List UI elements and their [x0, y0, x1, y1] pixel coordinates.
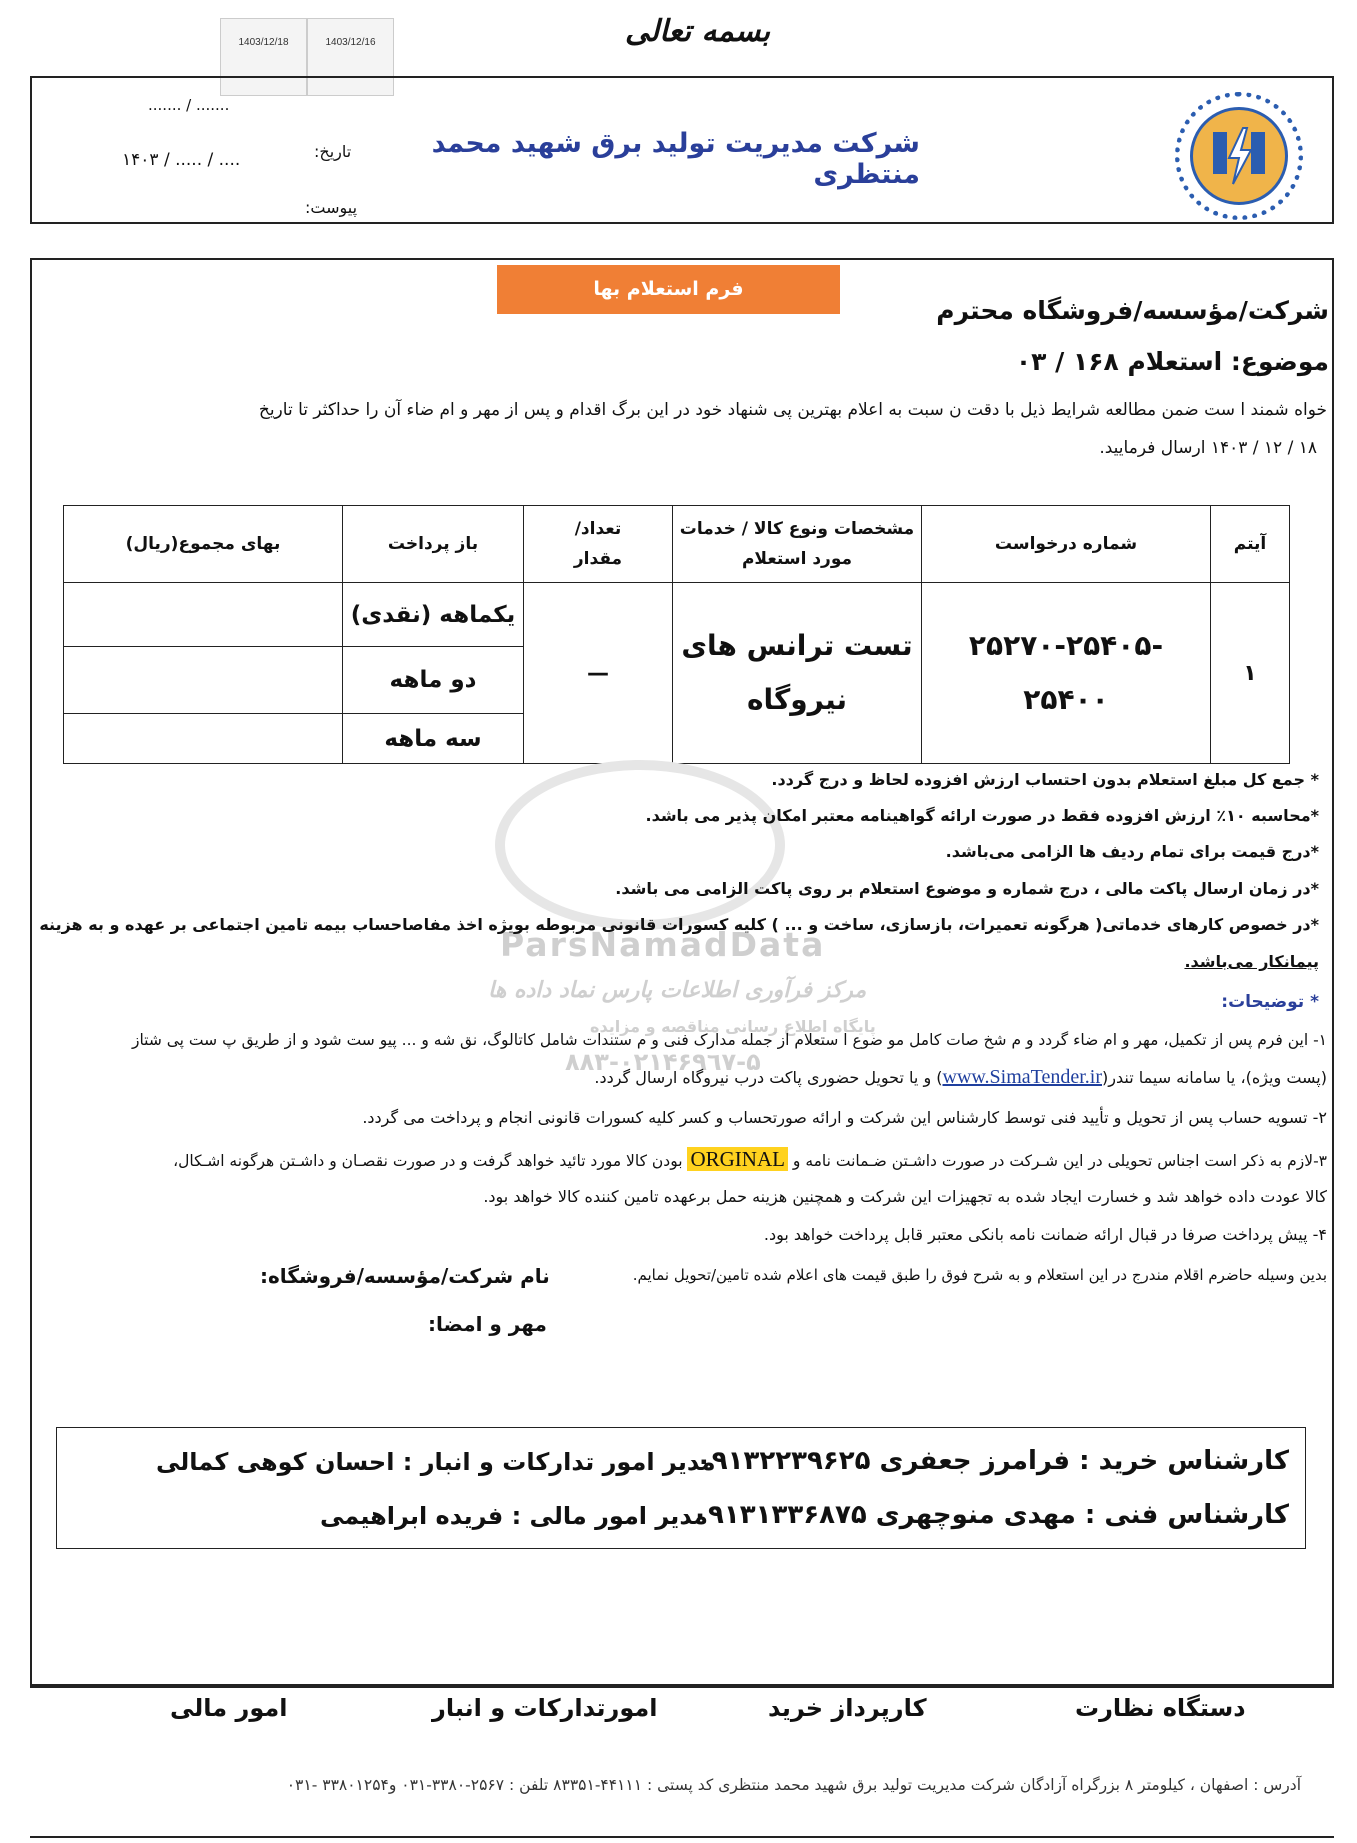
col-qty	[524, 506, 673, 583]
cell-total	[64, 647, 343, 714]
basmala: بسمه تعالی	[625, 14, 771, 49]
declaration-text: بدین وسیله حاضرم اقلام مندرج در این استعلام و به شرح فوق را طبق قیمت های اعلام شده تامین/تحویل نمایم.	[632, 1266, 1327, 1284]
watermark-tagline: مرکز فرآوری اطلاعات پارس نماد داده ها	[488, 978, 867, 1003]
stamp-date: 1403/12/16	[325, 37, 376, 48]
footer-procurement: امورتدارکات و انبار	[432, 1694, 658, 1722]
cell-item: ١	[1211, 583, 1290, 764]
cell-total	[64, 583, 343, 647]
subject: موضوع: استعلام ١۶٨ / ٠٣	[1015, 347, 1329, 376]
col-spec	[673, 506, 922, 583]
buyer-contact: کارشناس خرید : فرامرز جعفری ٠٩١٣٢٢٣٩۶٢۵	[695, 1446, 1289, 1476]
explanations-title: * توضیحات:	[1221, 992, 1319, 1012]
explanation-1-text-a: (پست ویژه)، یا سامانه سیما تندر(	[1102, 1068, 1327, 1087]
page-bottom-border	[30, 1836, 1334, 1838]
watermark-emblem-icon	[495, 760, 785, 930]
date-label: تاریخ:	[314, 142, 352, 161]
company-name-label: نام شرکت/مؤسسه/فروشگاه:	[260, 1264, 550, 1288]
cell-payment: یکماهه (نقدی)	[343, 583, 524, 647]
signature-label: مهر و امضا:	[428, 1312, 547, 1336]
footer-purchasing: کارپرداز خرید	[768, 1694, 927, 1722]
intro-text: خواه شمند ا ست ضمن مطالعه شرایط ذیل با دقت ن سبت به اعلام بهترین پی شنهاد خود در این برگ اقدام و پس از مهر و ام ضاء آن را حداکثر تا تاریخ	[258, 400, 1327, 420]
cell-request-no	[922, 583, 1211, 764]
date-value: ١۴٠٣ / ..... / ....	[122, 150, 241, 170]
col-spec-l1: مشخصات ونوع کالا / خدمات	[679, 519, 915, 539]
procurement-manager: مدیر امور تدارکات و انبار : احسان کوهی کمالی	[156, 1448, 716, 1476]
lightning-icon	[1193, 110, 1285, 202]
footer-finance: امور مالی	[170, 1694, 288, 1722]
watermark-brand: ParsNamadData	[500, 925, 826, 964]
cell-payment: دو ماهه	[343, 647, 524, 714]
items-table	[63, 505, 1290, 764]
explanation-3	[173, 1147, 1327, 1172]
spec-l2: نیروگاه	[746, 683, 848, 716]
original-highlight: ORGINAL	[687, 1147, 788, 1171]
note-line: *درج قیمت برای تمام ردیف ها الزامی می‌باشد.	[945, 842, 1319, 861]
letter-number: ....... / .......	[148, 96, 230, 114]
col-spec-l2: مورد استعلام	[741, 549, 853, 569]
request-no-l1: -٢۵۴٠۵-٢۵٢٧٠	[968, 629, 1164, 662]
cell-total	[64, 714, 343, 764]
spec-l1: تست ترانس های	[681, 629, 913, 662]
col-request-no: شماره درخواست	[922, 506, 1211, 583]
cell-spec	[673, 583, 922, 764]
form-banner: فرم استعلام بها	[497, 265, 840, 314]
col-item: آیتم	[1211, 506, 1290, 583]
explanation-1: ١- این فرم پس از تکمیل، مهر و ام ضاء گردد و م شخ صات کامل مو ضوع ا ستعلام از جمله مدارک فنی و م ستندات شامل کاتالوگ، نق شه و ... پیو ست شود و از طریق پ ست پی شتاز	[131, 1031, 1327, 1049]
explanation-2: ٢- تسویه حساب پس از تحویل و تأیید فنی توسط کارشناس این شرکت و ارائه صورتحساب و کسر کلیه کسورات قانونی انجام و پرداخت می گردد.	[362, 1108, 1327, 1127]
note-line: پیمانکار می‌باشد.	[1184, 952, 1319, 971]
explanation-3-text-b: بودن کالا مورد تائید خواهد گرفت و در صورت نقصـان و داشـتن هرگونه اشـکال،	[173, 1152, 683, 1170]
footer-address: آدرس : اصفهان ، کیلومتر ٨ بزرگراه آزادگان شرکت مدیریت تولید برق شهید محمد منتظری کد پستی : ۴۴١١١-٨٣٣۵١ تلفن : ٢۵۶٧-٣٣٨٠-٠٣١ و٣٣٨٠١٢۵۴ -٠٣١	[286, 1776, 1301, 1794]
explanation-3-text-a: ٣-لازم به ذکر است اجناس تحویلی در این شـرکت در صورت داشـتن ضـمانت نامه و	[792, 1152, 1327, 1170]
company-logo-emblem	[1190, 107, 1288, 205]
note-line: * جمع کل مبلغ استعلام بدون احتساب ارزش افزوده لحاظ و درج گردد.	[771, 770, 1319, 789]
explanation-4: ۴- پیش پرداخت صرفا در قبال ارائه ضمانت نامه بانکی معتبر قابل پرداخت خواهد بود.	[763, 1225, 1327, 1244]
intro-deadline: ١٨ / ١٢ / ١۴٠٣ ارسال فرمایید.	[1099, 438, 1317, 458]
note-line: *در خصوص کارهای خدماتی( هرگونه تعمیرات، بازسازی، ساخت و ... ) کلیه کسورات قانونی مربوطه بویژه اخذ مفاصاحساب بیمه تامین اجتماعی بر عهده و به هزینه	[39, 915, 1319, 934]
table-row	[64, 583, 1290, 647]
note-line: *در زمان ارسال پاکت مالی ، درج شماره و موضوع استعلام بر روی پاکت الزامی می باشد.	[615, 879, 1319, 898]
attachment-label: پیوست:	[305, 198, 358, 217]
col-qty-l2: مقدار	[573, 549, 623, 569]
explanation-1-cont	[594, 1066, 1327, 1089]
cell-qty: —	[524, 583, 673, 764]
note-line: *محاسبه ١٠٪ ارزش افزوده فقط در صورت ارائه گواهینامه معتبر امکان پذیر می باشد.	[645, 806, 1319, 825]
explanation-3-cont: کالا عودت داده خواهد شد و خسارت ایجاد شده به تجهیزات این شرکت و همچنین هزینه حمل برعهده تامین کننده کالا خواهد بود.	[483, 1187, 1327, 1206]
simatender-link[interactable]: www.SimaTender.ir	[942, 1066, 1102, 1088]
recipient: شرکت/مؤسسه/فروشگاه محترم	[936, 296, 1329, 325]
finance-manager: مدیر امور مالی : فریده ابراهیمی	[320, 1502, 709, 1530]
watermark-phone: ٠٢١-٨٨٣۴۶٩٦٧-۵	[565, 1048, 761, 1076]
col-qty-l1: تعداد/	[574, 519, 622, 539]
cell-payment: سه ماهه	[343, 714, 524, 764]
table-header-row	[64, 506, 1290, 583]
request-no-l2: ٢۵۴٠٠	[1023, 683, 1109, 716]
company-name: شرکت مدیریت تولید برق شهید محمد منتظری	[431, 128, 920, 190]
col-total: بهای مجموع(ریال)	[64, 506, 343, 583]
watermark-tagline-2: پایگاه اطلاع رسانی مناقصه و مزایده	[590, 1017, 876, 1036]
technical-contact: کارشناس فنی : مهدی منوچهری ٠٩١٣١٣٣۶٨٧۵	[692, 1500, 1289, 1530]
col-payment: باز پرداخت	[343, 506, 524, 583]
stamp-date: 1403/12/18	[238, 37, 289, 48]
footer-supervision: دستگاه نظارت	[1075, 1694, 1246, 1722]
explanation-1-text-b: ) و یا تحویل حضوری پاکت درب نیروگاه ارسال گردد.	[594, 1068, 943, 1087]
footer-divider	[30, 1686, 1334, 1688]
